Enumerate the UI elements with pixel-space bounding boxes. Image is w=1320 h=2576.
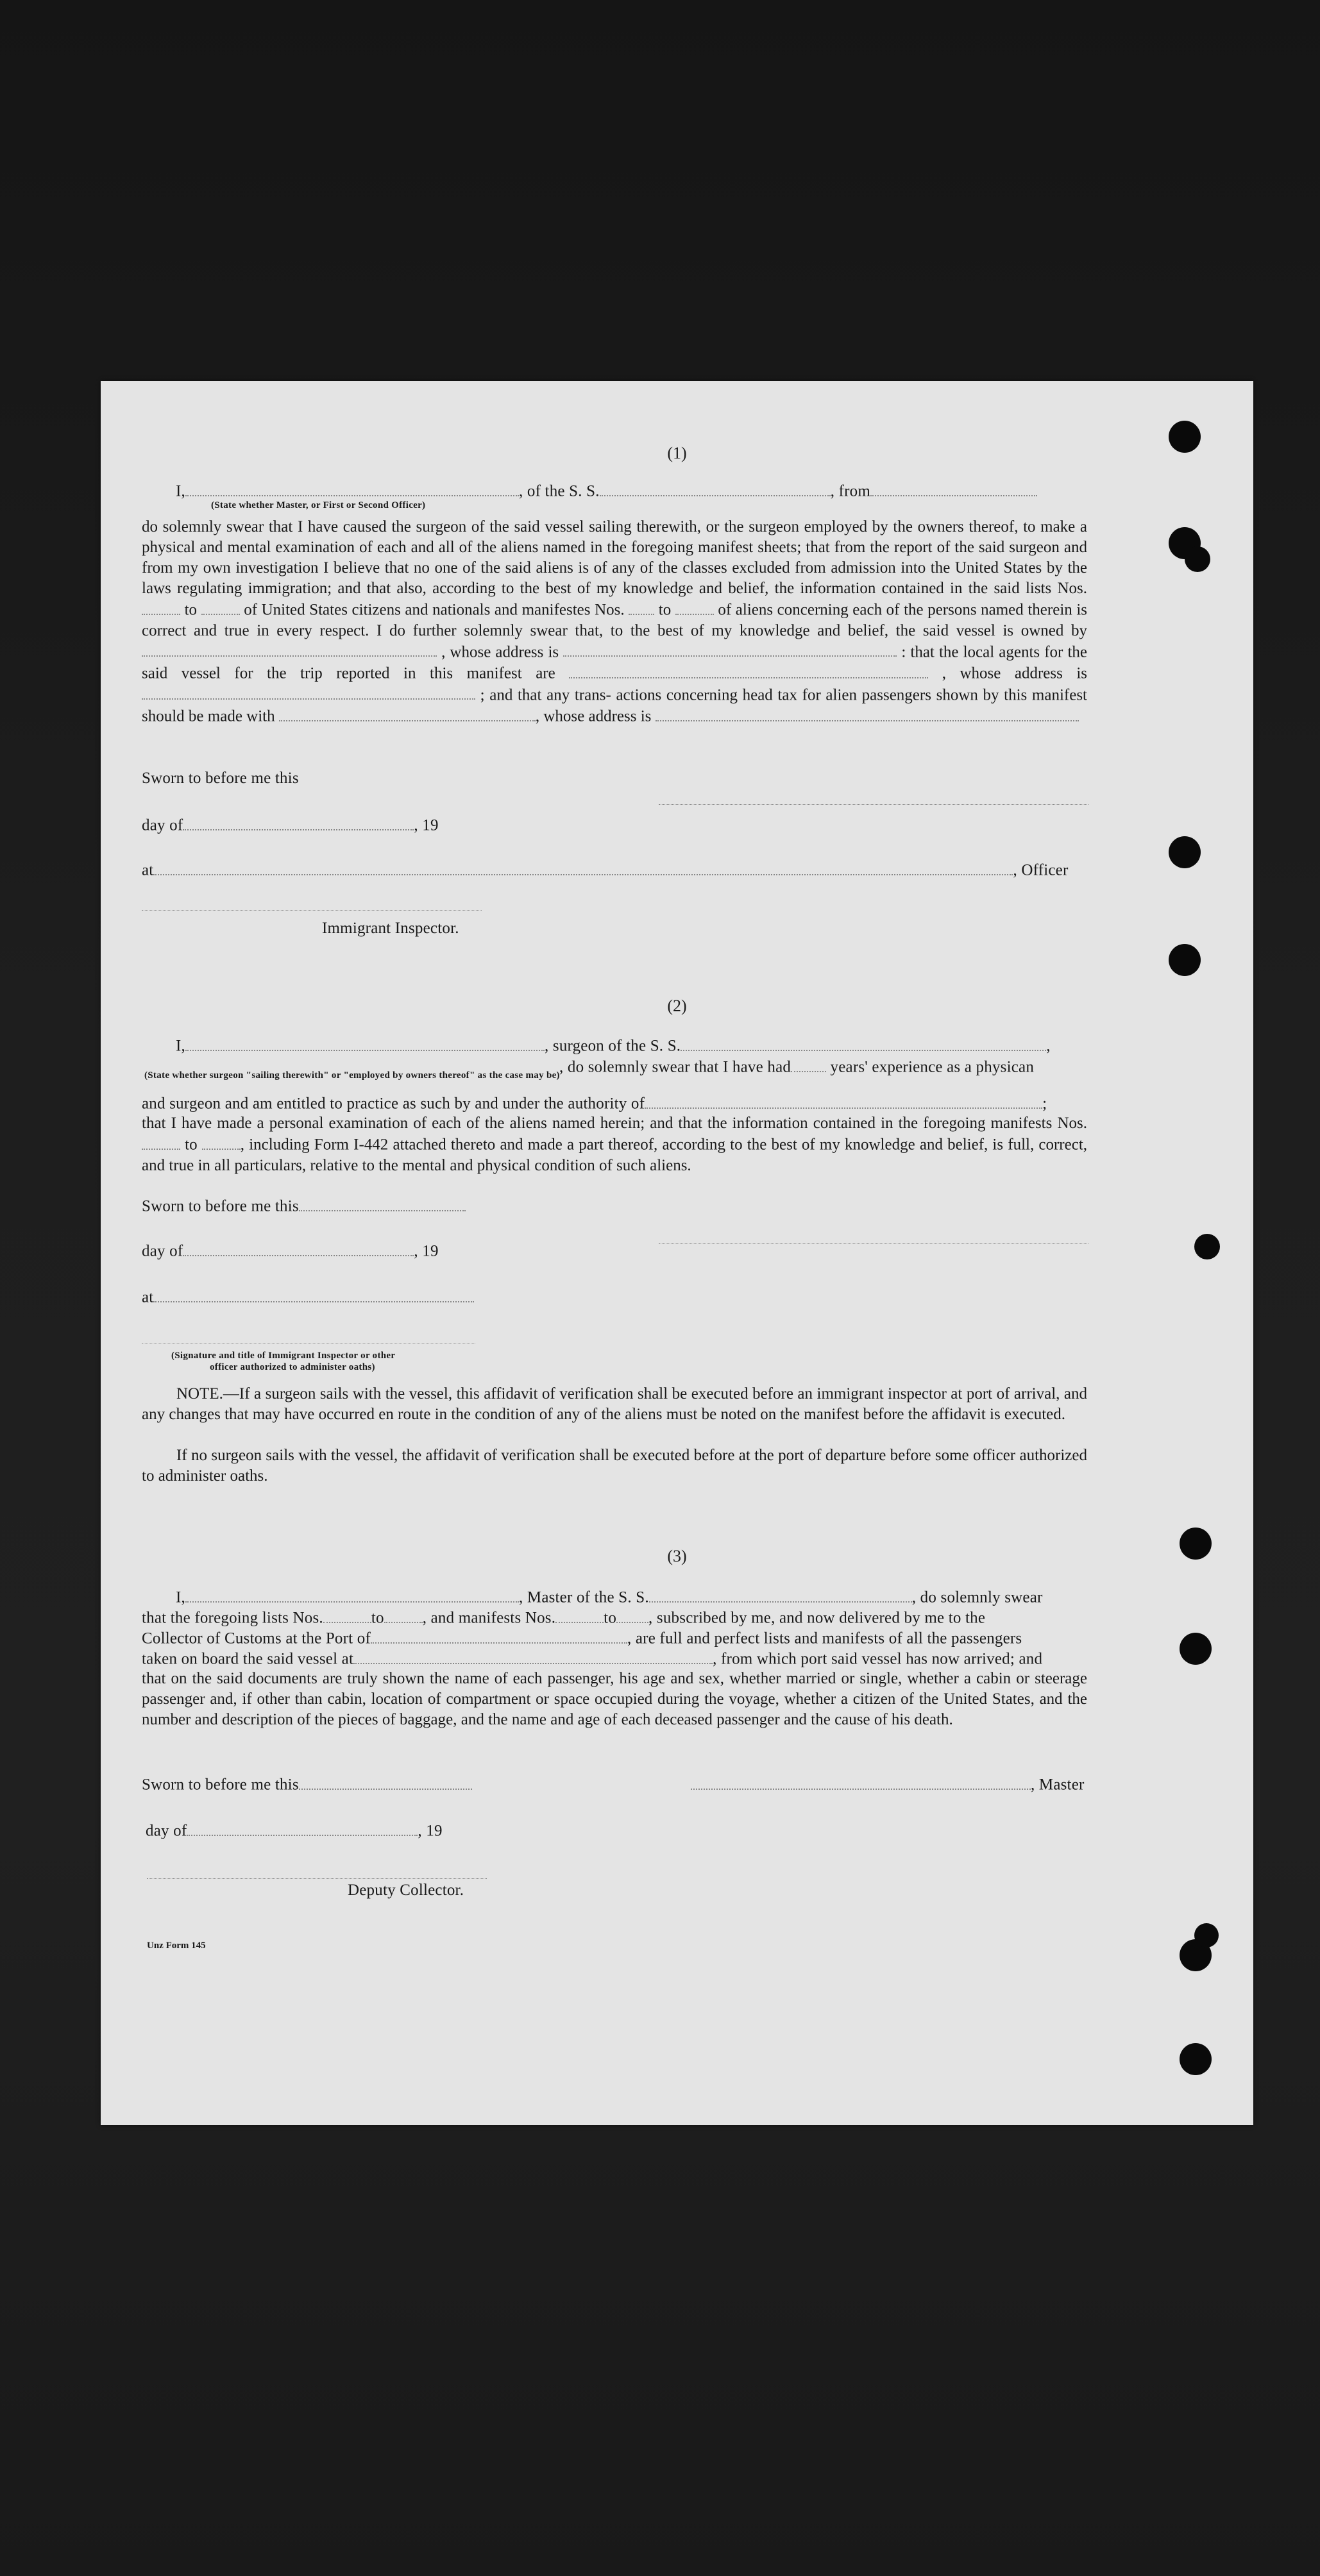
s1-whose-address-2: , whose address is: [942, 664, 1088, 682]
s1-paragraph: do solemnly swear that I have caused the surgeon of the said vessel sailing therewith, or the surgeon employed by the owners thereof, to make a physical and mental examination of each and all of the aliens named in the foregoing manifest sheets; that from the report of the said surgeon and from my own investigation I believe that no one of the said aliens is of any of the classes excluded from admission into the United States by the laws regulating immigration; and that also, according to the best of my knowledge and belief, the information contained in the said lists Nos. to of United States citizens and nationals and manifestes Nos. to of aliens concerning each of the persons named therein is correct and true in every respect. I do further solemnly swear that, to the best of my knowledge and belief, the said vessel is owned by , whose address is : that the local agents for the said vessel for the trip reported in this manifest are , whose address is ; and that any trans- actions concerning head tax for alien passengers shown by this manifest should be made with , whose address is: [142, 518, 1088, 725]
s1-head-tax-address-field[interactable]: [656, 705, 1079, 721]
s1-local-agents: : that the local agents for the said vessel for the trip reported in this manifest are: [142, 643, 1088, 682]
s3-and-manifests: , and manifests Nos.: [422, 1609, 556, 1627]
s3-sworn: Sworn to before me this: [142, 1776, 299, 1794]
s1-day-line: [142, 814, 439, 835]
s3-departure-port-field[interactable]: [353, 1648, 713, 1664]
manifest-affidavit-form: [101, 381, 1253, 2125]
s1-to: to: [184, 601, 198, 619]
s1-at: at: [142, 861, 154, 879]
s1-any-trans: ; and that any trans-: [480, 686, 611, 703]
s1-whose-address-3: whose address is: [543, 707, 652, 725]
s3-from-which: , from which port said vessel has now arrived; and: [713, 1650, 1043, 1668]
s3-day-of: day of: [146, 1822, 187, 1840]
s2-at-line: [142, 1286, 474, 1307]
s1-of-ss: , of the S. S.: [518, 482, 600, 500]
s1-ship-name-field[interactable]: [600, 480, 831, 496]
s2-years-field[interactable]: [791, 1056, 826, 1072]
section-2-number: (2): [667, 997, 687, 1015]
s1-head-tax: actions concerning head tax for alien passengers shown by this manifest should be made with: [142, 686, 1088, 725]
s3-subscribed: , subscribed by me, and now delivered by me to the: [648, 1609, 986, 1627]
s3-line4: [142, 1648, 1042, 1669]
s3-sworn-line: [142, 1774, 472, 1794]
s2-signature-note-1: (Signature and title of Immigrant Inspector or other: [171, 1351, 396, 1361]
form-number: Unz Form 145: [147, 1940, 206, 1951]
s1-officer: , Officer: [1013, 861, 1069, 879]
s3-collector-line[interactable]: [147, 1878, 487, 1879]
s3-to-b: to: [604, 1609, 617, 1627]
s3-lists-to-field[interactable]: [384, 1607, 423, 1623]
s1-agents-address-field[interactable]: [142, 684, 475, 700]
punch-hole-icon: [1180, 1633, 1212, 1665]
s2-authority-field[interactable]: [645, 1093, 1042, 1109]
s2-to: to: [185, 1136, 198, 1154]
s2-swear-line: [559, 1056, 1034, 1077]
s1-inspector: Immigrant Inspector.: [322, 920, 459, 937]
section-3-number: (3): [667, 1547, 687, 1565]
s2-day-line: [142, 1240, 439, 1261]
s3-day-field[interactable]: [187, 1820, 418, 1836]
s2-swear: , do solemnly swear that I have had: [559, 1058, 791, 1076]
s2-signature-line[interactable]: [659, 1243, 1088, 1244]
s2-ship-field[interactable]: [681, 1035, 1046, 1051]
s3-line2: [142, 1607, 985, 1628]
s3-manifests-from-field[interactable]: [555, 1607, 604, 1623]
s2-manifests-from-field[interactable]: [142, 1134, 180, 1150]
s3-deputy: Deputy Collector.: [348, 1881, 464, 1899]
s3-i: I,: [176, 1588, 185, 1606]
s3-full-lists: , are full and perfect lists and manifests of all the passengers: [627, 1629, 1022, 1647]
s2-at: at: [142, 1288, 154, 1306]
s2-signature-note-2: officer authorized to administer oaths): [210, 1362, 375, 1372]
s2-i: I,: [176, 1037, 185, 1055]
s2-authority: and surgeon and am entitled to practice as such by and under the authority of: [142, 1095, 645, 1113]
s1-at-line: [142, 859, 1068, 880]
s3-nineteen: , 19: [418, 1822, 443, 1840]
s1-manifests-from-field[interactable]: [629, 599, 654, 615]
s2-line1: I, , surgeon of the S. S. ,: [176, 1035, 1051, 1056]
s2-surgeon-of: , surgeon of the S. S.: [544, 1037, 681, 1055]
s2-note-1: NOTE.—If a surgeon sails with the vessel, this affidavit of verification shall be executed before an immigrant inspector at port of arrival, and any changes that may have occurred en route in the condition of any of the aliens must be noted on the manifest before the affidavit is executed.: [142, 1385, 1087, 1423]
s2-day-of: day of: [142, 1242, 183, 1260]
s1-agents-field[interactable]: [569, 662, 928, 678]
s3-foregoing: that the foregoing lists Nos.: [142, 1609, 323, 1627]
s1-day-of: day of: [142, 816, 183, 834]
s1-day-field[interactable]: [183, 814, 414, 830]
s1-at-field[interactable]: [153, 859, 1013, 875]
s3-master-sign-line: [691, 1774, 1085, 1794]
s3-master-signature-field[interactable]: [691, 1774, 1031, 1790]
s3-to: to: [371, 1609, 384, 1627]
s1-officer-name-field[interactable]: [185, 480, 519, 496]
punch-hole-icon: [1185, 546, 1210, 572]
s3-paragraph: that on the said documents are truly shown the name of each passenger, his age and sex, whether married or single, whether a cabin or steerage passenger and, if other than cabin, location of compartment or space occupied during the voyage, whether a citizen of the United States, and the number and description of the pieces of baggage, and the name and age of each deceased passenger and the cause of his death.: [142, 1670, 1087, 1728]
s1-officer-note: (State whether Master, or First or Second Officer): [211, 500, 426, 510]
s2-authority-line: and surgeon and am entitled to practice as such by and under the authority of ;: [142, 1093, 1047, 1113]
s2-surgeon-note: (State whether surgeon "sailing therewith" or "employed by owners thereof" as the case may be): [144, 1070, 560, 1081]
punch-hole-icon: [1169, 836, 1201, 868]
s1-from-port-field[interactable]: [870, 480, 1037, 496]
s3-collector: Collector of Customs at the Port of: [142, 1629, 371, 1647]
s3-lists-from-field[interactable]: [323, 1607, 371, 1623]
s2-sworn-line: [142, 1195, 466, 1216]
s1-from: , from: [830, 482, 871, 500]
s3-day-line: [146, 1820, 443, 1840]
punch-hole-icon: [1194, 1923, 1219, 1948]
s2-years: years' experience as a physican: [830, 1058, 1035, 1076]
s2-at-field[interactable]: [153, 1286, 474, 1302]
s1-paragraph-b: of aliens concerning each of the persons named therein is correct and true in every respect. I do further solemnly swear that, to the best of my knowledge and belief, the said vessel is owned by: [142, 601, 1088, 639]
s3-sworn-field[interactable]: [299, 1774, 472, 1790]
s2-paragraph-text: that I have made a personal examination of each of the aliens named herein; and that the information contained in the foregoing manifests Nos.: [142, 1115, 1087, 1132]
punch-hole-icon: [1180, 2043, 1212, 2075]
s3-ship-field[interactable]: [649, 1587, 912, 1603]
s1-head-tax-agent-field[interactable]: [279, 705, 536, 721]
s3-manifests-to-field[interactable]: [616, 1607, 648, 1623]
s3-line3: [142, 1628, 1022, 1648]
s2-paragraph: [142, 1113, 1087, 1176]
s1-inspector-line[interactable]: [142, 910, 482, 911]
s3-solemnly: , do solemnly swear: [911, 1588, 1043, 1606]
s2-note-2: If no surgeon sails with the vessel, the affidavit of verification shall be executed before at the port of departure before some officer authorized to administer oaths.: [142, 1447, 1087, 1485]
s1-lists-to-field[interactable]: [201, 599, 240, 615]
s2-sworn-field[interactable]: [299, 1195, 466, 1211]
s3-master-name-field[interactable]: [185, 1587, 519, 1603]
s2-nineteen: , 19: [414, 1242, 439, 1260]
s1-sworn: Sworn to before me this: [142, 770, 299, 787]
s1-to-b: to: [658, 601, 672, 619]
section-1-number: (1): [667, 444, 687, 462]
s1-sworn-line: [142, 770, 299, 787]
s3-taken-on: taken on board the said vessel at: [142, 1650, 354, 1668]
punch-hole-icon: [1169, 944, 1201, 976]
s2-sworn: Sworn to before me this: [142, 1197, 299, 1215]
s1-signature-line[interactable]: [659, 804, 1088, 805]
punch-hole-icon: [1194, 1234, 1220, 1259]
s2-paragraph-tail: , including Form I-442 attached thereto and made a part thereof, according to the best of my knowledge and belief, is full, correct, and true in all particulars, relative to the mental and physical condition of such aliens.: [142, 1136, 1088, 1174]
s3-master: , Master: [1031, 1776, 1085, 1794]
s1-us-citizens: of United States citizens and nationals and manifestes Nos.: [244, 601, 625, 619]
s1-paragraph-a: do solemnly swear that I have caused the surgeon of the said vessel sailing therewith, or the surgeon employed by the owners thereof, to make a physical and mental examination of each and all of the aliens named in the foregoing manifest sheets; that from the report of the said surgeon and from my own investigation I believe that no one of the said aliens is of any of the classes excluded from admission into the United States by the laws regulating immigration; and that also, according to the best of my knowledge and belief, the information contained in the said lists Nos.: [142, 518, 1087, 597]
s1-line1: [176, 480, 1037, 501]
s2-manifests-to-field[interactable]: [202, 1134, 241, 1150]
s3-line1: [176, 1587, 1043, 1607]
s2-surgeon-name-field[interactable]: [185, 1035, 545, 1051]
s1-owner-address-field[interactable]: [563, 641, 897, 657]
s3-port-field[interactable]: [371, 1628, 627, 1644]
s1-owner-field[interactable]: [142, 641, 437, 657]
s1-whose-address: , whose address is: [441, 643, 559, 661]
s1-manifests-to-field[interactable]: [675, 599, 714, 615]
s1-lists-from-field[interactable]: [142, 599, 180, 615]
s3-master-of: , Master of the S. S.: [518, 1588, 649, 1606]
s1-i: I,: [176, 482, 185, 500]
s1-nineteen: , 19: [414, 816, 439, 834]
s2-day-field[interactable]: [183, 1240, 414, 1256]
